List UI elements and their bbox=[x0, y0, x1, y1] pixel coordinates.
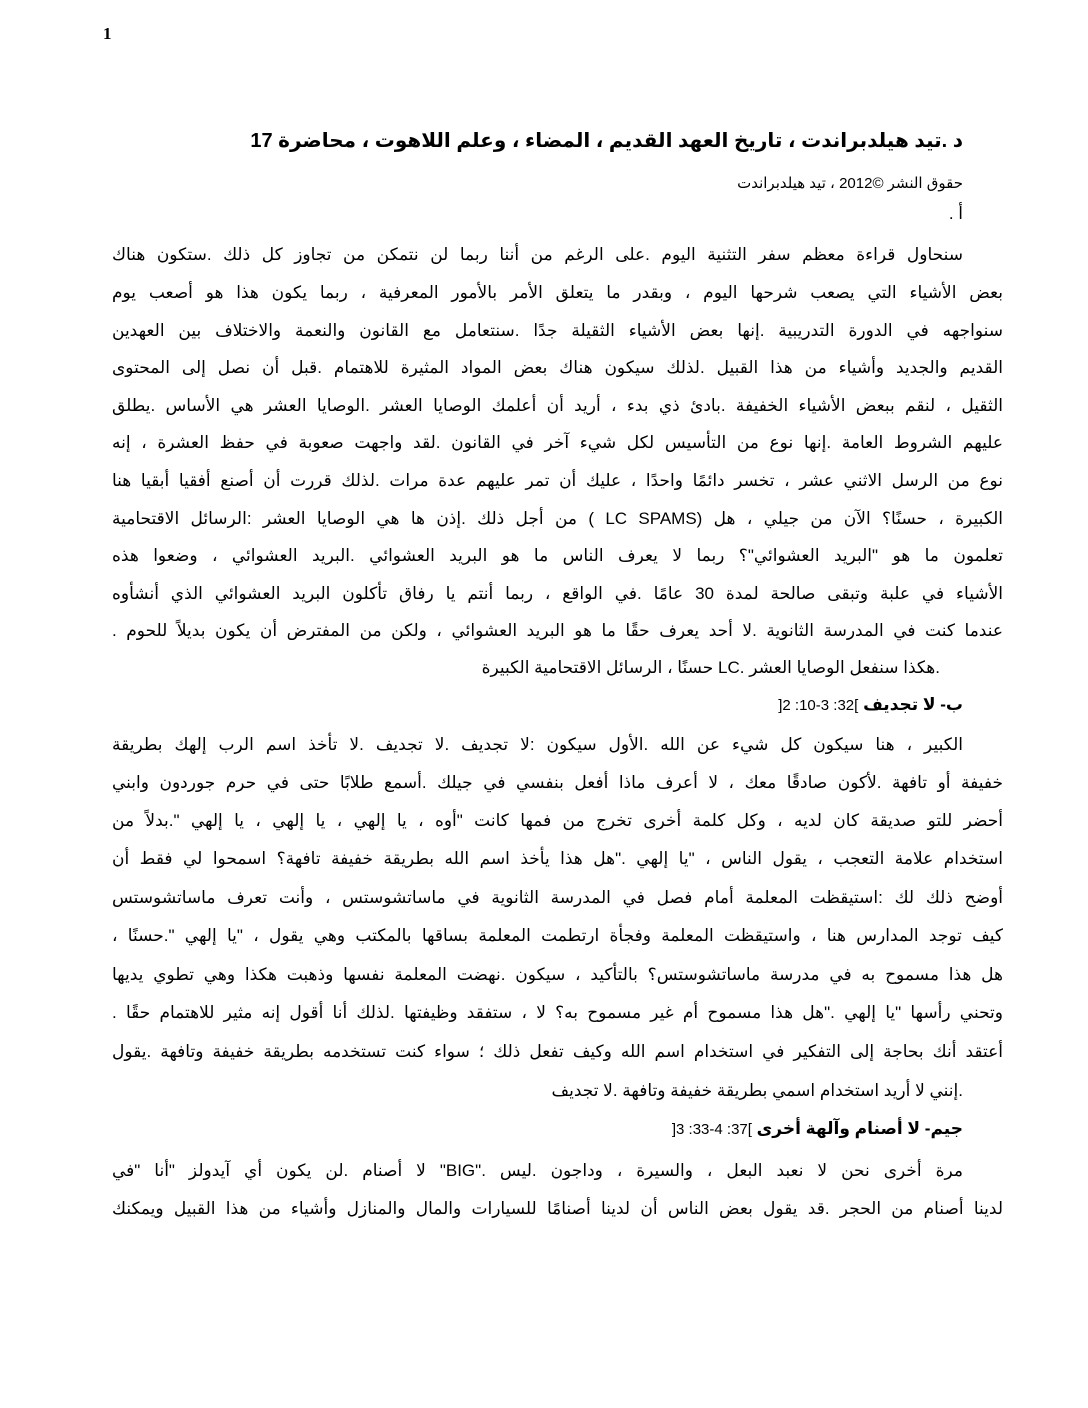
text-line: الكبيرة ، حسنًا؟ الآن من جيلي ، هل (LC SPAMS ) من أجل ذلك .إذن ها هي الوصايا العشر :الرسائل الاقتحامية bbox=[112, 509, 1003, 528]
text-line: الكبير ، هنا سيكون كل شيء عن الله .الأول سيكون :لا تجديف .لا تجديف .لا تأخذ اسم الرب إلهك بطريقة bbox=[112, 735, 963, 754]
text-line: مرة أخرى نحن لا نعبد البعل ، والسيرة ، وداجون .ليس ."BIG" لا أصنام .لن يكون أي آيدولز "أنا "في bbox=[112, 1161, 963, 1180]
text-line: استخدام علامة التعجب ، يقول الناس ، "يا إلهي ."هل هذا يأخذ اسم الله بطريقة خفيفة تافهة؟ اسمحوا لي فقط أن bbox=[112, 849, 1003, 868]
text-line: خفيفة أو تافهة .لأكون صادقًا معك ، لا أعرف ماذا أفعل بنفسي في جيلك .أسمع طلابًا حتى في حرم جوردون وابني bbox=[112, 773, 1003, 792]
scripture-reference: ]32: 3-10: 2[ bbox=[778, 697, 859, 714]
page-title: د .تيد هيلدبراندت ، تاريخ العهد القديم ، المضاء ، وعلم اللاهوت ، محاضرة 17 bbox=[250, 130, 963, 152]
text-line: عندما كنت في المدرسة الثانوية .لا أحد يعرف حقًا ما هو البريد العشوائي ، ولكن من المفترض أن يكون بديلاً للحوم . bbox=[112, 621, 1003, 640]
text-line: سنواجهه في الدورة التدريبية .إنها بعض الأشياء الثقيلة جدًا .سنتعامل مع القانون والنعمة والاختلاف بين العهدين bbox=[112, 321, 1003, 340]
text-line: عليهم الشروط العامة .إنها نوع من التأسيس لكل شيء آخر في القانون .لقد واجهت صعوبة في حفظ العشرة ، إنه bbox=[112, 433, 1003, 452]
text-line: كيف توجد المدارس هنا ، واستيقظت المعلمة وفجأة ارتطمت المعلمة بساقها بالمكتب وهي يقول ، "يا إلهي ".حسنًا ، bbox=[112, 926, 1003, 945]
text-line: .إنني لا أريد استخدام اسمي بطريقة خفيفة وتافهة .لا تجديف bbox=[551, 1081, 963, 1100]
text-line: .هكذا سنفعل الوصايا العشر .LC حسنًا ، الرسائل الاقتحامية الكبيرة bbox=[481, 658, 940, 677]
text-line: أحضر للتو صديقة كان لديه ، وكل كلمة أخرى تخرج من فمها كانت "أوه ، يا إلهي ، يا إلهي ، يا إلهي ".بدلاً من bbox=[112, 811, 1003, 830]
copyright-line: حقوق النشر ©2012 ، تيد هيلدبراندت bbox=[737, 175, 963, 192]
section-marker: أ . bbox=[948, 204, 963, 223]
heading-label: ب- لا تجديف bbox=[863, 695, 963, 714]
text-line: لدينا أصنام من الحجر .قد يقول بعض الناس أن لدينا أصنامًا للسيارات والمال والمنازل وأشياء من هذا القبيل ويمكنك bbox=[112, 1199, 1003, 1218]
text-line: وتحني رأسها "يا إلهي ."هل هذا مسموح أم غير مسموح به؟ لا ، ستفقد وظيفتها .لذلك أنا أقول إنه مثير للاهتمام حقًا . bbox=[112, 1003, 1003, 1022]
heading-label: جيم- لا أصنام وآلهة أخرى bbox=[756, 1119, 963, 1138]
section-heading-b bbox=[778, 694, 963, 717]
section-heading-c bbox=[672, 1118, 963, 1141]
text-line: بعض الأشياء التي يصعب شرحها اليوم ، وبقدر ما يتعلق الأمر بالأمور المعرفية ، ربما يكون هذا هو أصعب يوم bbox=[112, 283, 1003, 302]
text-line: تعلمون ما هو "البريد العشوائي"؟ ربما لا يعرف الناس ما هو البريد العشوائي .البريد العشوائي ، وضعوا هذه bbox=[112, 546, 1003, 565]
page-number: 1 bbox=[103, 24, 112, 43]
text-line: سنحاول قراءة معظم سفر التثنية اليوم .على الرغم من أننا ربما لن نتمكن من تجاوز كل ذلك .ستكون هناك bbox=[112, 245, 963, 264]
text-line: نوع من الرسل الاثني عشر ، تخسر دائمًا واحدًا ، عليك أن تمر عليهم عدة مرات .لذلك قررت أن أصنع أفقيا أبقيا هنا bbox=[112, 471, 1003, 490]
text-line: القديم والجديد وأشياء من هذا القبيل .لذلك سيكون هناك بعض المواد المثيرة للاهتمام .قبل أن نصل إلى المحتوى bbox=[112, 358, 1003, 377]
text-line: هل هذا مسموح به في مدرسة ماساتشوستس؟ بالتأكيد ، سيكون .نهضت المعلمة نفسها وذهبت هكذا وهي تطوي يديها bbox=[112, 965, 1003, 984]
text-line: أعتقد أنك بحاجة إلى التفكير في استخدام اسم الله وكيف تفعل ذلك ؛ سواء كنت تستخدمه بطريقة خفيفة وتافهة .يقول bbox=[112, 1042, 1003, 1061]
scripture-reference: ]37: 4-33: 3[ bbox=[671, 1121, 752, 1138]
text-line: الأشياء في علبة وتبقى صالحة لمدة 30 عامًا .في الواقع ، ربما أنتم يا رفاق تأكلون البريد العشوائي الذي أنشأوه bbox=[112, 584, 1003, 603]
text-line: الثقيل ، لنقم ببعض الأشياء الخفيفة .بادئ ذي بدء ، أريد أن أعلمك الوصايا العشر .الوصايا العشر هي الأساس .يطلق bbox=[112, 396, 1003, 415]
text-line: أوضح ذلك لك :استيقظت المعلمة أمام فصل في المدرسة الثانوية في ماساتشوستس ، وأنت تعرف ماساتشوستس bbox=[112, 888, 1003, 907]
